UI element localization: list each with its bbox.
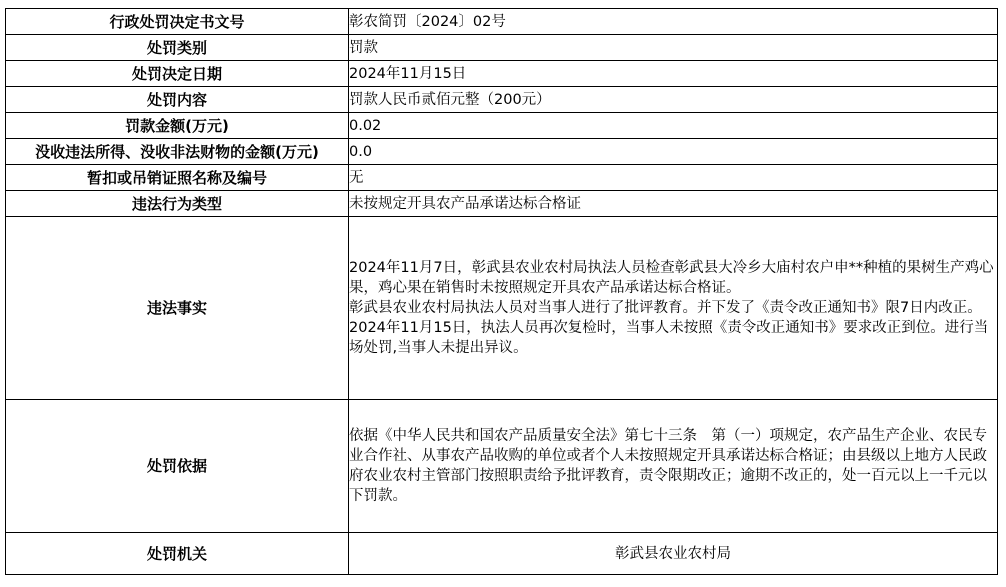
violation-type-value: 未按规定开具农产品承诺达标合格证: [349, 191, 998, 217]
confiscation-amount-value: 0.0: [349, 139, 998, 165]
fine-amount-value: 0.02: [349, 113, 998, 139]
row-decision-number: [6, 9, 998, 35]
decision-date-label: 处罚决定日期: [6, 61, 349, 87]
row-decision-date: [6, 61, 998, 87]
facts-paragraph: 2024年11月15日，执法人员再次复检时，当事人未按照《责令改正通知书》要求改正到位。进行当场处罚,当事人未提出异议。: [349, 320, 989, 356]
row-penalty-content: [6, 87, 998, 113]
penalty-content-value: 罚款人民币贰佰元整（200元）: [349, 87, 998, 113]
violation-facts-value: [349, 217, 998, 400]
decision-number-label: 行政处罚决定书文号: [6, 9, 349, 35]
row-penalty-category: [6, 35, 998, 61]
decision-number-value: 彰农简罚〔2024〕02号: [349, 9, 998, 35]
penalty-basis-value: 依据《中华人民共和国农产品质量安全法》第七十三条 第（一）项规定，农产品生产企业、农民专业合作社、从事农产品收购的单位或者个人未按照规定开具承诺达标合格证；由县级以上地方人民政府农业农村主管部门按照职责给予批评教育，责令限期改正；逾期不改正的，处一百元以上一千元以下罚款。: [349, 400, 998, 533]
penalty-info-table: [5, 8, 998, 575]
decision-date-value: 2024年11月15日: [349, 61, 998, 87]
row-violation-facts: [6, 217, 998, 400]
row-violation-type: [6, 191, 998, 217]
penalty-category-label: 处罚类别: [6, 35, 349, 61]
penalty-authority-value: 彰武县农业农村局: [349, 533, 998, 575]
penalty-authority-label: 处罚机关: [6, 533, 349, 575]
violation-facts-label: 违法事实: [6, 217, 349, 400]
row-license-suspension: [6, 165, 998, 191]
confiscation-amount-label: 没收违法所得、没收非法财物的金额(万元): [6, 139, 349, 165]
penalty-category-value: 罚款: [349, 35, 998, 61]
penalty-basis-label: 处罚依据: [6, 400, 349, 533]
row-confiscation-amount: [6, 139, 998, 165]
violation-type-label: 违法行为类型: [6, 191, 349, 217]
row-penalty-authority: [6, 533, 998, 575]
row-penalty-basis: [6, 400, 998, 533]
license-suspension-label: 暂扣或吊销证照名称及编号: [6, 165, 349, 191]
fine-amount-label: 罚款金额(万元): [6, 113, 349, 139]
penalty-content-label: 处罚内容: [6, 87, 349, 113]
facts-paragraph: 彰武县农业农村局执法人员对当事人进行了批评教育。并下发了《责令改正通知书》限7日内改正。: [349, 300, 982, 316]
license-suspension-value: 无: [349, 165, 998, 191]
row-fine-amount: [6, 113, 998, 139]
facts-paragraph: 2024年11月7日，彰武县农业农村局执法人员检查彰武县大冷乡大庙村农户申**种植的果树生产鸡心果，鸡心果在销售时未按照规定开具农产品承诺达标合格证。: [349, 260, 994, 296]
